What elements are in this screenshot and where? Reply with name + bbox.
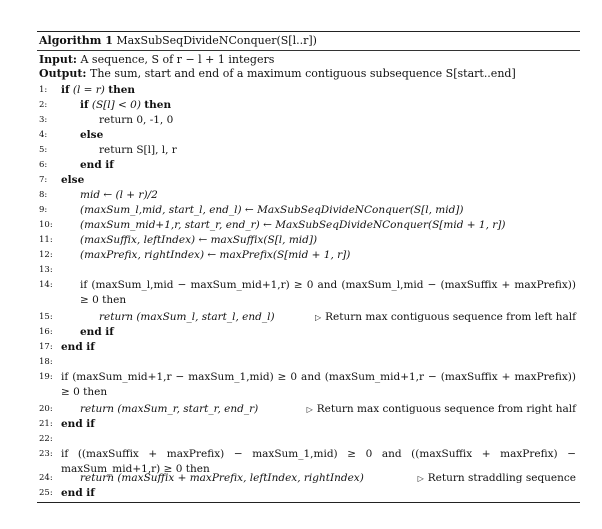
code-line-25: [37, 486, 580, 500]
code-line-6: [37, 158, 580, 172]
line-number: 5:: [39, 145, 48, 155]
line-number: 17:: [39, 342, 53, 352]
algorithm-block: [37, 31, 580, 503]
line-number: 13:: [39, 265, 53, 275]
code-line-4: [37, 128, 580, 142]
algorithm-title: [39, 33, 317, 48]
title-rule: [37, 50, 580, 51]
line-content: else: [61, 174, 85, 186]
line-number: 22:: [39, 434, 53, 444]
line-content: (maxSum_mid+1,r, start_r, end_r) ← MaxSubSeqDivideNConquer(S[mid + 1, r]): [80, 219, 506, 231]
line-content: end if: [80, 326, 114, 338]
top-rule: [37, 31, 580, 32]
line-number: 4:: [39, 130, 48, 140]
comment-triangle-icon: ▷: [306, 405, 313, 414]
comment-triangle-icon: ▷: [417, 474, 424, 483]
line-number: 15:: [39, 312, 53, 322]
input-line: [39, 53, 274, 67]
line-content: return S[l], l, r: [99, 144, 177, 156]
line-content: else: [80, 129, 104, 141]
line-number: 20:: [39, 404, 53, 414]
code-line-18: [37, 355, 580, 369]
output-line: [39, 67, 516, 81]
code-line-8: [37, 188, 580, 202]
algorithm-name: MaxSubSeqDivideNConquer(S[l..r]): [116, 34, 317, 47]
line-content: (maxPrefix, rightIndex) ← maxPrefix(S[mid + 1, r]): [80, 249, 351, 261]
code-line-13: [37, 263, 580, 277]
line-comment: ▷ Return max contiguous sequence from right half: [306, 403, 576, 415]
code-line-2: [37, 98, 580, 112]
line-number: 1:: [39, 85, 48, 95]
code-line-9: [37, 203, 580, 217]
line-number: 19:: [39, 372, 53, 382]
line-number: 14:: [39, 280, 53, 290]
output-text: The sum, start and end of a maximum contiguous subsequence S[start..end]: [90, 67, 516, 80]
line-content: end if: [61, 341, 95, 353]
line-number: 18:: [39, 357, 53, 367]
line-number: 24:: [39, 473, 53, 483]
code-line-20: [37, 402, 580, 416]
code-line-12: [37, 248, 580, 262]
code-line-5: [37, 143, 580, 157]
code-line-3: [37, 113, 580, 127]
line-content: end if: [80, 159, 114, 171]
bottom-rule: [37, 502, 580, 503]
line-number: 12:: [39, 250, 53, 260]
line-content: return (maxSum_r, start_r, end_r): [80, 403, 259, 415]
code-line-24: [37, 471, 580, 485]
line-content: end if: [61, 487, 95, 499]
line-content: return 0, -1, 0: [99, 114, 174, 126]
code-line-15: [37, 310, 580, 324]
line-number: 11:: [39, 235, 53, 245]
line-content: if (l = r) then: [61, 84, 136, 96]
line-number: 23:: [39, 449, 53, 459]
line-number: 10:: [39, 220, 53, 230]
code-line-16: [37, 325, 580, 339]
comment-triangle-icon: ▷: [315, 313, 322, 322]
algorithm-label: Algorithm 1: [39, 34, 113, 47]
line-content: end if: [61, 418, 95, 430]
line-content: mid ← (l + r)/2: [80, 189, 158, 201]
code-line-19: [37, 370, 580, 400]
line-comment: ▷ Return straddling sequence: [417, 472, 576, 484]
line-number: 8:: [39, 190, 48, 200]
line-number: 6:: [39, 160, 48, 170]
code-line-22: [37, 432, 580, 446]
line-number: 25:: [39, 488, 53, 498]
line-number: 21:: [39, 419, 53, 429]
line-number: 3:: [39, 115, 48, 125]
input-text: A sequence, S of r − l + 1 integers: [80, 53, 275, 66]
line-content: if (maxSum_l,mid − maxSum_mid+1,r) ≥ 0 and (maxSum_l,mid − (maxSuffix + maxPrefix)) ≥ 0 then: [80, 279, 576, 306]
input-label: Input:: [39, 53, 77, 66]
code-line-14: [37, 278, 580, 308]
code-line-17: [37, 340, 580, 354]
code-line-11: [37, 233, 580, 247]
code-line-1: [37, 83, 580, 97]
line-content: return (maxSuffix + maxPrefix, leftIndex, rightIndex): [80, 472, 364, 484]
line-content: if ((maxSuffix + maxPrefix) − maxSum_1,mid) ≥ 0 and ((maxSuffix + maxPrefix) − maxSum_mid+1,r) ≥ 0 then: [61, 448, 576, 475]
line-content: if (S[l] < 0) then: [80, 99, 172, 111]
line-content: (maxSuffix, leftIndex) ← maxSuffix(S[l, mid]): [80, 234, 318, 246]
code-line-21: [37, 417, 580, 431]
line-content: (maxSum_l,mid, start_l, end_l) ← MaxSubSeqDivideNConquer(S[l, mid]): [80, 204, 464, 216]
line-number: 7:: [39, 175, 48, 185]
line-comment: ▷ Return max contiguous sequence from left half: [315, 311, 576, 323]
code-line-7: [37, 173, 580, 187]
output-label: Output:: [39, 67, 87, 80]
line-content: return (maxSum_l, start_l, end_l): [99, 311, 275, 323]
line-number: 9:: [39, 205, 48, 215]
line-number: 2:: [39, 100, 48, 110]
line-number: 16:: [39, 327, 53, 337]
line-content: if (maxSum_mid+1,r − maxSum_1,mid) ≥ 0 and (maxSum_mid+1,r − (maxSuffix + maxPrefix)) ≥ 0 then: [61, 371, 576, 398]
code-line-10: [37, 218, 580, 232]
